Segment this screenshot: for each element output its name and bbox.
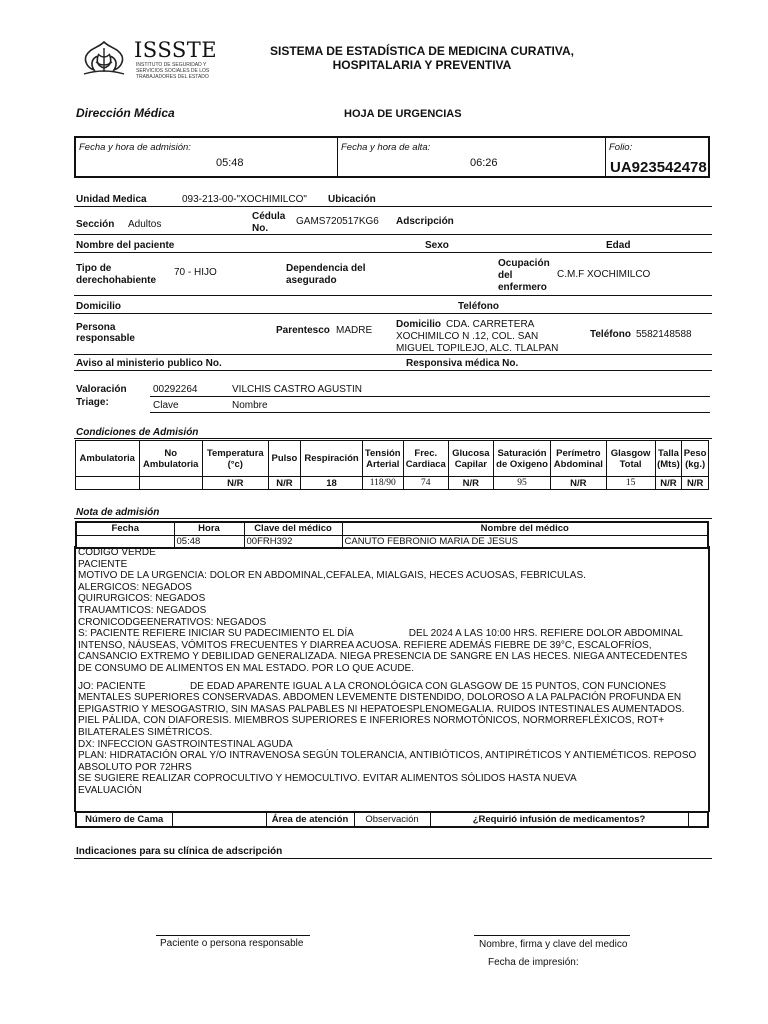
- sexo-label: Sexo: [425, 240, 449, 251]
- nombre-caption: Nombre: [232, 400, 268, 411]
- nota-line: MOTIVO DE LA URGENCIA: DOLOR EN ABDOMINAL,CEFALEA, MIALGAIS, HECES ACUOSAS, FEBRICULAS.: [78, 570, 586, 582]
- ocupacion-label-3: enfermero: [498, 282, 547, 293]
- nota-line: DX: INFECCION GASTROINTESTINAL AGUDA: [78, 738, 293, 750]
- vitals-value: N/R: [448, 477, 493, 490]
- telefono-resp-label: Teléfono: [590, 329, 631, 340]
- nota-line: MENTALES SUPERIORES CONSERVADAS. ABDOMEN LEVEMENTE DISTENDIDO, DOLOROSO A LA PALPACIÓN PROFUNDA EN: [78, 692, 682, 704]
- ubicacion-label: Ubicación: [328, 194, 376, 205]
- nota-line: SE SUGIERE REALIZAR COPROCULTIVO Y HEMOCULTIVO. EVITAR ALIMENTOS SÓLIDOS HASTA NUEVA: [78, 773, 577, 785]
- cedula-label-1: Cédula: [252, 211, 286, 222]
- vitals-value: 15: [606, 477, 655, 490]
- parentesco-value: MADRE: [336, 325, 373, 336]
- form-title: HOJA DE URGENCIAS: [344, 108, 462, 120]
- vitals-header: Peso (kg.): [682, 441, 709, 477]
- nota-line: ABSOLUTO POR 72HRS: [78, 761, 192, 773]
- divider: [74, 518, 712, 519]
- tipo-label-1: Tipo de: [76, 263, 112, 274]
- nota-line: INTENSO, NÁUSEAS, VÓMITOS FRECUENTES Y DIARREA ACUOSA. REFIERE ADEMÁS FIEBRE DE 39°C, ESCALOFRÍOS,: [78, 639, 652, 651]
- direccion-medica: Dirección Médica: [76, 106, 175, 120]
- nota-line: ALERGICOS: NEGADOS: [78, 581, 192, 593]
- vitals-header-row: [76, 441, 709, 477]
- nota-header: Hora: [174, 522, 244, 535]
- system-title: [232, 44, 612, 72]
- vitals-header: Perímetro Abdominal: [551, 441, 606, 477]
- nota-header: Clave del médico: [244, 522, 342, 535]
- nota-line: JO: PACIENTE DE EDAD APARENTE IGUAL A LA CRONOLÓGICA CON GLASGOW DE 15 PUNTOS, CON FUNCIONES: [78, 680, 667, 692]
- aviso-label: Aviso al ministerio publico No.: [76, 358, 222, 369]
- nota-line: PACIENTE: [78, 558, 128, 570]
- domicilio-label: Domicilio: [76, 301, 122, 312]
- nota-line: PLAN: HIDRATACIÓN ORAL Y/O INTRAVENOSA SEGÚN TOLERANCIA, ANTIBIÓTICOS, ANTIPIRÉTICOS Y ANTIEMÉTICOS. REPOSO: [78, 750, 697, 762]
- area-value: Observación: [354, 812, 430, 827]
- edad-label: Edad: [606, 240, 631, 251]
- vitals-header: Glasgow Total: [606, 441, 655, 477]
- domicilio-resp-label: Domicilio: [396, 319, 442, 330]
- vitals-value: 74: [403, 477, 448, 490]
- nombre-paciente-label: Nombre del paciente: [76, 240, 175, 251]
- domicilio-resp-line3: MIGUEL TOPILEJO, ALC. TLALPAN: [396, 343, 559, 354]
- folio-label: Folio:: [609, 142, 633, 153]
- seccion-label: Sección: [76, 219, 115, 230]
- vitals-header: Tensión Arterial: [362, 441, 403, 477]
- vitals-value: N/R: [551, 477, 606, 490]
- nota-nombre: CANUTO FEBRONIO MARIA DE JESUS: [342, 535, 708, 548]
- fecha-alta-label: Fecha y hora de alta:: [341, 142, 431, 153]
- divider: [150, 396, 710, 397]
- issste-emblem-icon: [78, 38, 130, 78]
- divider: [74, 295, 712, 296]
- ocupacion-label-1: Ocupación: [498, 258, 550, 269]
- nota-line: QUIRURGICOS: NEGADOS: [78, 593, 206, 605]
- nota-header: Fecha: [76, 522, 174, 535]
- nota-header-row: [76, 522, 708, 535]
- tipo-value: 70 - HIJO: [174, 267, 217, 278]
- vitals-header: Glucosa Capilar: [448, 441, 493, 477]
- vitals-value: [76, 477, 140, 490]
- fecha-alta-value: 06:26: [470, 157, 498, 169]
- divider: [74, 234, 712, 235]
- atencion-row: [76, 812, 708, 827]
- area-label: Área de atención: [266, 812, 354, 827]
- cama-label: Número de Cama: [76, 812, 172, 827]
- fecha-admision-label: Fecha y hora de admisión:: [79, 142, 191, 153]
- triage-label: Triage:: [76, 397, 109, 408]
- vitals-value-row: [76, 477, 709, 490]
- brand-name: ISSSTE: [134, 38, 218, 62]
- nota-header: Nombre del médico: [342, 522, 708, 535]
- seccion-value: Adultos: [128, 219, 162, 230]
- issste-logo: [78, 38, 228, 82]
- divider: [150, 412, 710, 413]
- nota-line: EVALUACIÓN: [78, 784, 142, 796]
- divider: [74, 438, 712, 439]
- telefono-label: Teléfono: [458, 301, 499, 312]
- nota-clave: 00FRH392: [244, 535, 342, 548]
- paciente-signature-line: [156, 935, 310, 936]
- vitals-value: N/R: [268, 477, 301, 490]
- vitals-header: No Ambulatoria: [139, 441, 203, 477]
- nota-line: CODIGO VERDE: [78, 547, 156, 558]
- nota-line: PIEL PÁLIDA, CON DIAFORESIS. MIEMBROS SUPERIORES E INFERIORES NORMOTÓNICOS, NORMORREFLÉXICOS, ROT+: [78, 715, 665, 727]
- vitals-header: Respiración: [301, 441, 362, 477]
- nota-line: BILATERALES SIMÉTRICOS.: [78, 726, 213, 738]
- responsiva-label: Responsiva médica No.: [406, 358, 519, 369]
- nota-text-box: [74, 546, 710, 812]
- vitals-header: Talla (Mts): [655, 441, 682, 477]
- fecha-admision-cell: [76, 138, 338, 176]
- paciente-signature-label: Paciente o persona responsable: [160, 938, 304, 949]
- system-title-line1: SISTEMA DE ESTADÍSTICA DE MEDICINA CURATIVA,: [269, 44, 574, 58]
- parentesco-label: Parentesco: [276, 325, 330, 336]
- domicilio-resp-line1: CDA. CARRETERA: [446, 319, 535, 330]
- nota-hora: 05:48: [174, 535, 244, 548]
- indicaciones-label: Indicaciones para su clínica de adscripción: [76, 846, 283, 857]
- telefono-resp-value: 5582148588: [636, 329, 692, 340]
- medico-signature-label: Nombre, firma y clave del medico: [479, 939, 628, 950]
- medico-clave-value: 00292264: [153, 384, 198, 395]
- vitals-header: Pulso: [268, 441, 301, 477]
- system-title-line2: HOSPITALARIA Y PREVENTIVA: [332, 58, 512, 72]
- unidad-label: Unidad Medica: [76, 194, 147, 205]
- divider: [74, 354, 712, 355]
- nota-text: [78, 547, 710, 796]
- divider: [74, 206, 712, 207]
- cama-value: [172, 812, 266, 827]
- nota-line: CANSANCIO EXTREMO Y DEBILIDAD GENERALIZADA. NIEGA PRESENCIA DE SANGRE EN LAS HECES. NIEGA ANTECEDENTES: [78, 651, 688, 663]
- admission-box: [74, 136, 710, 178]
- nota-line: S: PACIENTE REFIERE INICIAR SU PADECIMIENTO EL DÍA DEL 2024 A LAS 10:00 HRS. REFIERE DOLOR ABDOMINAL: [78, 628, 683, 640]
- folio-cell: [606, 138, 708, 176]
- divider: [74, 858, 712, 859]
- vitals-header: Saturación de Oxigeno: [493, 441, 550, 477]
- persona-label-1: Persona: [76, 322, 116, 333]
- unidad-value: 093-213-00-"XOCHIMILCO": [182, 194, 307, 205]
- nota-line: CRONICODGEENERATIVOS: NEGADOS: [78, 616, 267, 628]
- medico-signature-line: [474, 935, 630, 936]
- vitals-value: N/R: [682, 477, 709, 490]
- infusion-label: ¿Requirió infusión de medicamentos?: [430, 812, 688, 827]
- cedula-value: GAMS720517KG6: [296, 216, 379, 227]
- nota-table: [75, 521, 709, 549]
- atencion-table: [75, 811, 709, 828]
- vitals-value: [139, 477, 203, 490]
- vitals-header: Ambulatoria: [76, 441, 140, 477]
- vitals-header: Frec. Cardiaca: [403, 441, 448, 477]
- clave-caption: Clave: [153, 400, 179, 411]
- vitals-value: 18: [301, 477, 362, 490]
- folio-value: UA923542478: [610, 159, 707, 176]
- domicilio-resp-line2: XOCHIMILCO N .12, COL. SAN: [396, 331, 539, 342]
- vitals-table: [75, 440, 709, 490]
- nota-line: DE CONSUMO DE ALIMENTOS EN MAL ESTADO. POR LO QUE ACUDE.: [78, 662, 414, 674]
- cedula-label-2: No.: [252, 223, 269, 234]
- tipo-label-2: derechohabiente: [76, 275, 157, 286]
- dependencia-label-2: asegurado: [286, 275, 337, 286]
- divider: [74, 370, 712, 371]
- infusion-value: [688, 812, 708, 827]
- nota-title: Nota de admisión: [76, 507, 160, 518]
- vitals-value: 118/90: [362, 477, 403, 490]
- ocupacion-label-2: del: [498, 270, 513, 281]
- adscripcion-label: Adscripción: [396, 216, 454, 227]
- medico-nombre-value: VILCHIS CASTRO AGUSTIN: [232, 384, 363, 395]
- nota-line: TRAUAMTICOS: NEGADOS: [78, 604, 207, 616]
- nota-line: EPIGASTRIO Y MESOGASTRIO, SIN MASAS PALPABLES NI HEPATOESPLENOMEGALIA. RUIDOS INTESTINALES AUMENTADOS.: [78, 703, 685, 715]
- divider: [74, 252, 712, 253]
- condiciones-title: Condiciones de Admisión: [76, 427, 199, 438]
- dependencia-label-1: Dependencia del: [286, 263, 366, 274]
- fecha-alta-cell: [338, 138, 606, 176]
- vitals-header: Temperatura (°c): [203, 441, 269, 477]
- vitals-value: 95: [493, 477, 550, 490]
- brand-tagline: INSTITUTO DE SEGURIDAD Y SERVICIOS SOCIALES DE LOS TRABAJADORES DEL ESTADO: [136, 62, 210, 80]
- vitals-value: N/R: [655, 477, 682, 490]
- valoracion-label: Valoración: [76, 384, 127, 395]
- fecha-admision-value: 05:48: [216, 157, 244, 169]
- ocupacion-value: C.M.F XOCHIMILCO: [557, 269, 651, 280]
- fecha-impresion-label: Fecha de impresión:: [488, 957, 579, 968]
- vitals-value: N/R: [203, 477, 269, 490]
- persona-label-2: responsable: [76, 333, 135, 344]
- divider: [74, 313, 712, 314]
